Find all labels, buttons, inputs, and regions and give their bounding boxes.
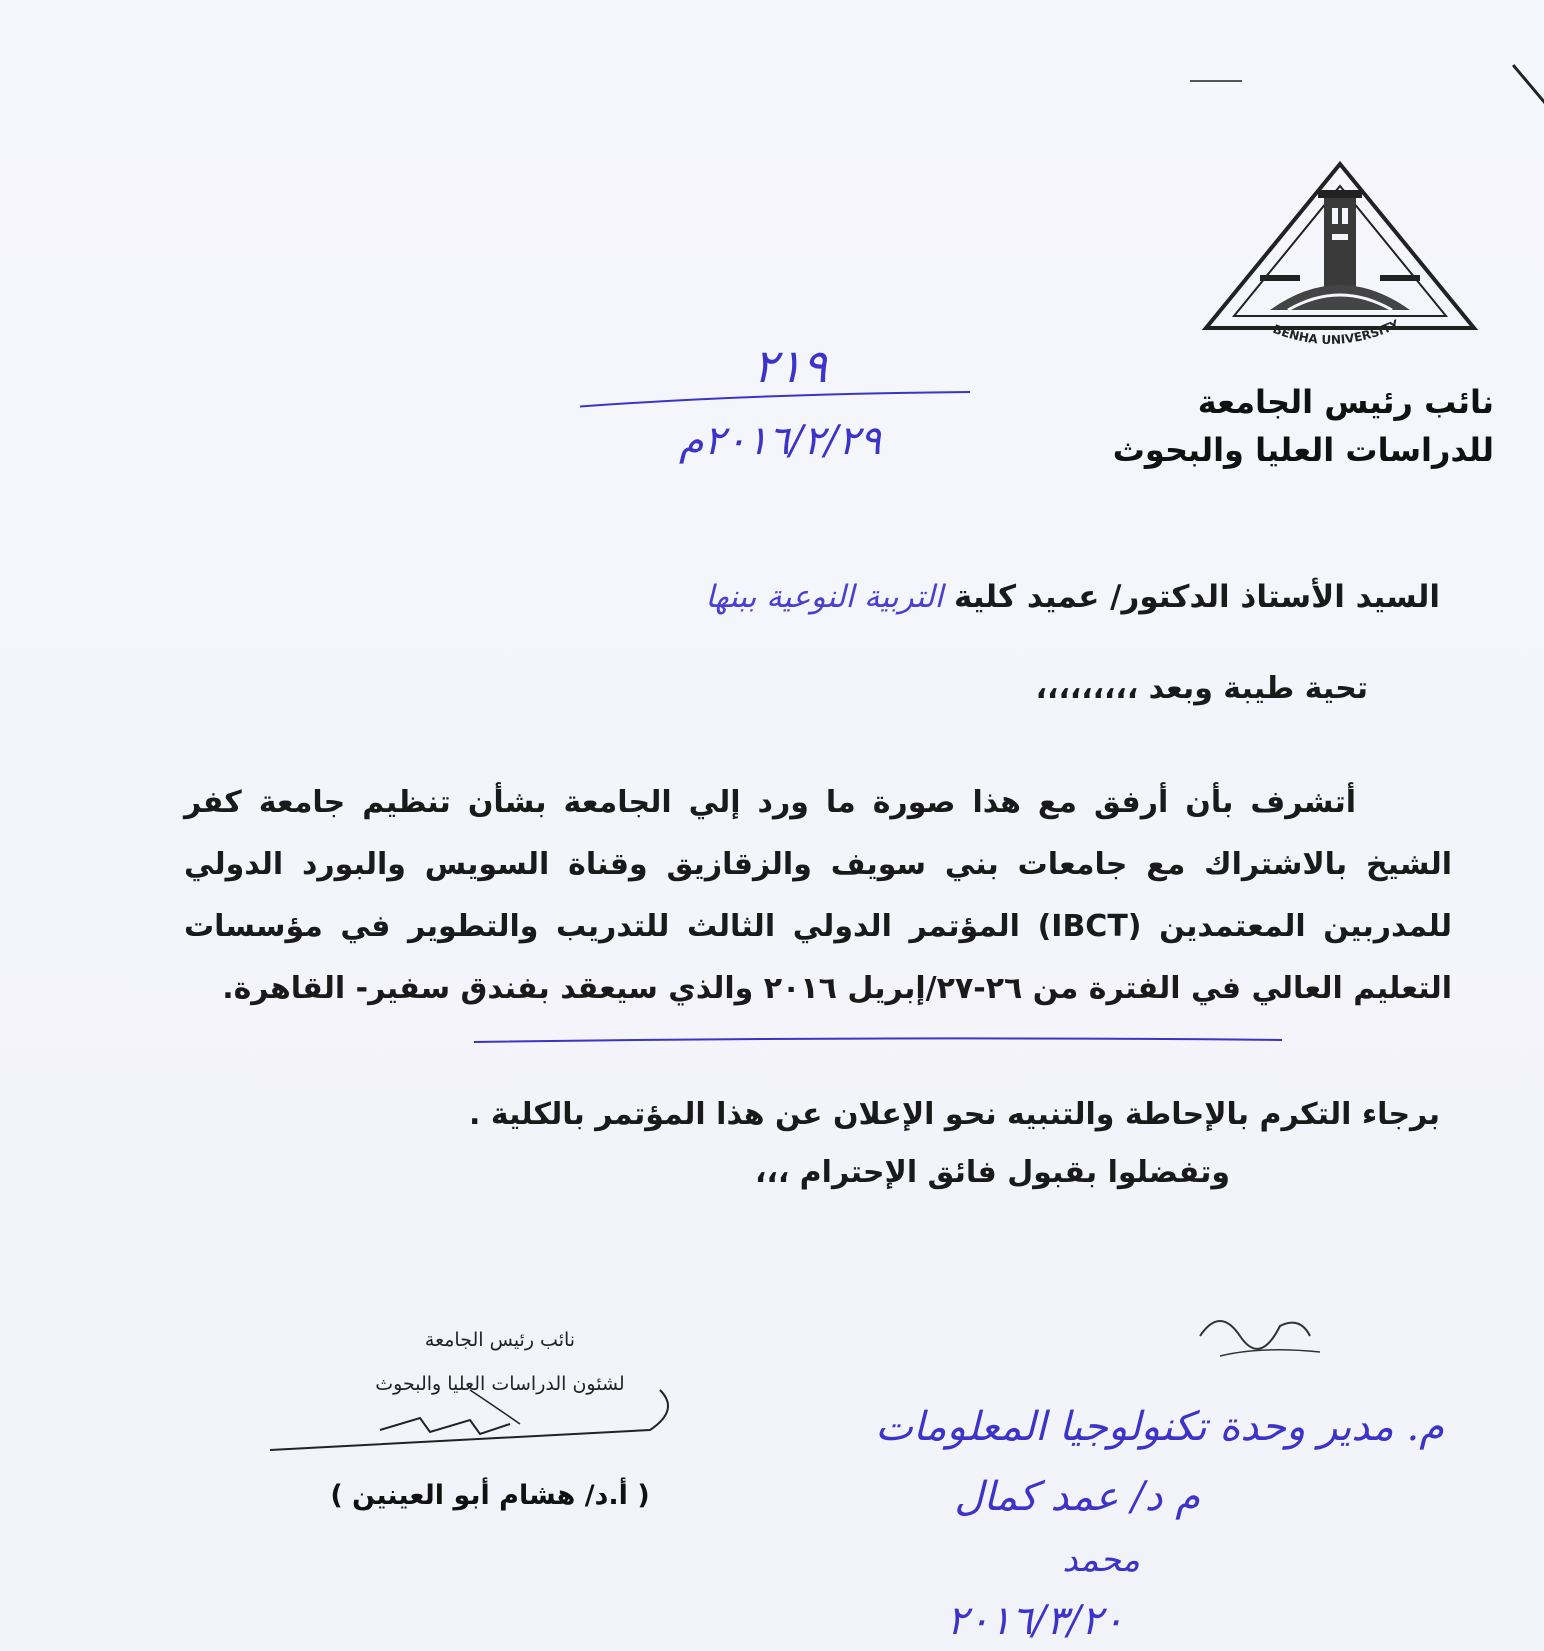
signatory-name: ( أ.د/ هشام أبو العينين ) [330,1480,650,1511]
body-paragraph-text: أتشرف بأن أرفق مع هذا صورة ما ورد إلي الجامعة بشأن تنظيم جامعة كفر الشيخ بالاشتراك مع جامعات بني سويف والزقازيق وقناة السويس والبورد الدولي للمدربين المعتمدين (IBCT) المؤتمر الدولي الثالث للتدريب والتطوير في مؤسسات التعليم العالي في الفترة من ٢٦-٢٧/إبريل ٢٠١٦ والذي سيعقد بفندق سفير- القاهرة. [184,785,1452,1006]
benha-university-logo [1200,160,1480,360]
salutation [340,572,1440,622]
handwritten-reference [580,334,980,474]
body-paragraph [184,772,1452,1020]
greeting: تحية طيبة وبعد ،،،،،،،،، [1035,671,1368,706]
reference-date: ٢٠١٦/٢/٢٩م [678,418,882,464]
handwritten-underline [474,1034,1282,1046]
logo-caption: BENHA UNIVERSITY [1270,317,1402,347]
letterhead-line-2: للدراسات العليا والبحوث [1112,431,1494,469]
handwritten-note-1: م. مدير وحدة تكنولوجيا المعلومات [875,1404,1444,1450]
svg-text:BENHA UNIVERSITY [1271,317,1401,347]
top-rule [1190,80,1242,82]
handwritten-note-2: م د/ عمد كمال [954,1474,1200,1520]
salutation-handwritten: التربية النوعية ببنها [705,579,944,615]
handwritten-note-date: ٢٠١٦/٣/٢٠ [946,1598,1124,1644]
reference-number: ٢١٩ [752,339,828,393]
approval-scribble [1190,1296,1340,1376]
corner-mark [1512,64,1544,121]
signature-title-2: لشئون الدراسات العليا والبحوث [375,1373,625,1395]
letterhead-line-1: نائب رئيس الجامعة [1197,383,1494,421]
request-line: برجاء التكرم بالإحاطة والتنبيه نحو الإعلان عن هذا المؤتمر بالكلية . [469,1097,1440,1132]
signature-scribble [270,1380,690,1460]
letterhead [1074,378,1494,474]
handwritten-note-3: محمد [1062,1540,1140,1580]
salutation-printed: السيد الأستاذ الدكتور/ عميد كلية [953,579,1440,615]
closing-line: وتفضلوا بقبول فائق الإحترام ،،، [755,1155,1230,1190]
signature-title-1: نائب رئيس الجامعة [424,1329,576,1351]
